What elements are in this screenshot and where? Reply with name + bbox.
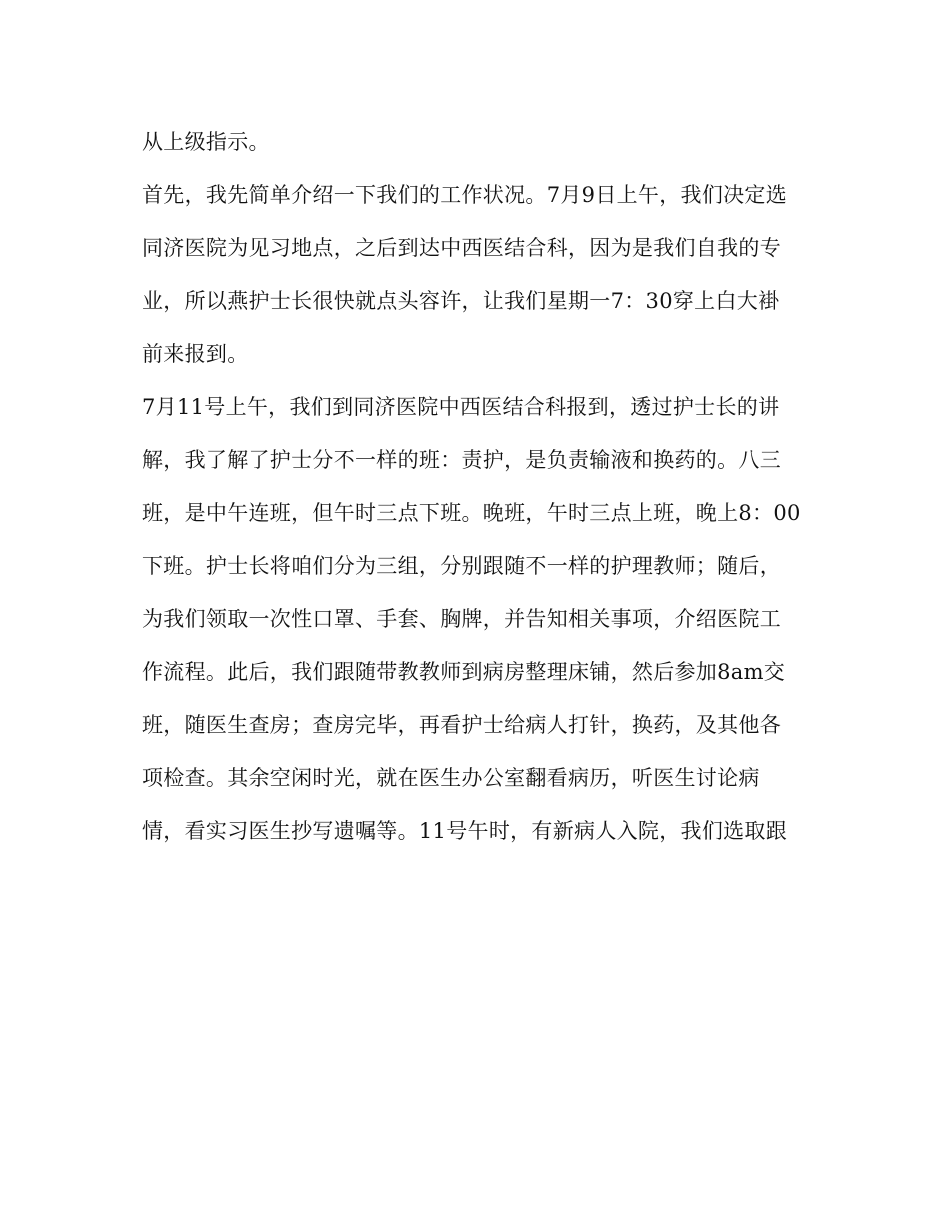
text-line: 班，随医生查房；查房完毕，再看护士给病人打针，换药，及其他各 — [142, 713, 781, 737]
text-line: 班，是中午连班，但午时三点下班。晚班，午时三点上班，晚上8：00 — [142, 501, 801, 525]
body-text — [142, 116, 822, 858]
text-line: 下班。护士长将咱们分为三组，分别跟随不一样的护理教师；随后， — [142, 554, 781, 578]
text-line: 作流程。此后，我们跟随带教教师到病房整理床铺，然后参加8am交 — [142, 660, 786, 684]
text-line: 解，我了解了护士分不一样的班：责护，是负责输液和换药的。八三 — [142, 448, 781, 472]
text-line: 情，看实习医生抄写遗嘱等。11号午时，有新病人入院，我们选取跟 — [142, 819, 788, 843]
text-line: 7月11号上午，我们到同济医院中西医结合科报到，透过护士长的讲 — [142, 395, 780, 419]
text-line: 同济医院为见习地点，之后到达中西医结合科，因为是我们自我的专 — [142, 236, 781, 260]
text-line: 前来报到。 — [142, 342, 249, 366]
text-line: 从上级指示。 — [142, 130, 270, 154]
text-line: 项检查。其余空闲时光，就在医生办公室翻看病历，听医生讨论病 — [142, 766, 760, 790]
text-line: 首先，我先简单介绍一下我们的工作状况。7月9日上午，我们决定选 — [142, 183, 788, 207]
text-line: 业，所以燕护士长很快就点头容许，让我们星期一7：30穿上白大褂 — [142, 289, 780, 313]
text-line: 为我们领取一次性口罩、手套、胸牌，并告知相关事项，介绍医院工 — [142, 607, 781, 631]
